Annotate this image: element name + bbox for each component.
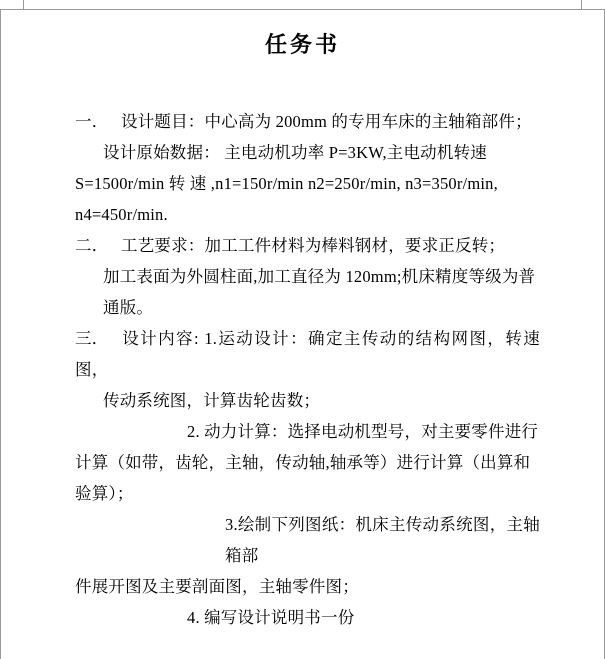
section-2-text-1: 工艺要求：加工工件材料为棒料钢材，要求正反转； bbox=[121, 236, 506, 255]
page-frame-top-right bbox=[581, 0, 605, 10]
section-3-text-1: 设计内容: 1.运动设计：确定主传动的结构网图，转速图， bbox=[75, 329, 540, 379]
section-1-number: 一． bbox=[75, 112, 109, 131]
section-3-line-7: 件展开图及主要剖面图，主轴零件图； bbox=[75, 577, 359, 596]
page-frame-left-edge bbox=[0, 10, 1, 659]
section-1-line-1 bbox=[75, 106, 540, 137]
section-2-line-1 bbox=[75, 230, 540, 261]
section-2-number: 二． bbox=[75, 236, 109, 255]
section-1-text-1: 设计题目：中心高为 200mm 的专用车床的主轴箱部件； bbox=[121, 112, 532, 131]
section-1-line-3: S=1500r/min 转 速 ,n1=150r/min n2=250r/min, n3=350r/min, bbox=[75, 174, 498, 193]
section-2-line-2: 加工表面为外圆柱面,加工直径为 120mm;机床精度等级为普 bbox=[103, 267, 536, 286]
section-3-line-6: 3.绘制下列图纸：机床主传动系统图，主轴箱部 bbox=[225, 515, 540, 565]
section-3-line-5: 验算）； bbox=[75, 484, 134, 503]
document-body bbox=[75, 106, 540, 633]
section-3-line-3: 2. 动力计算：选择电动机型号，对主要零件进行 bbox=[187, 422, 539, 441]
section-3-line-2: 传动系统图，计算齿轮齿数； bbox=[103, 391, 321, 410]
section-2-line-3: 通版。 bbox=[103, 298, 154, 317]
page-title: 任务书 bbox=[264, 32, 340, 57]
section-3-line-1 bbox=[75, 323, 540, 385]
section-3-line-4: 计算（如带，齿轮，主轴，传动轴,轴承等）进行计算（出算和 bbox=[75, 453, 531, 472]
section-1-line-2: 设计原始数据： 主电动机功率 P=3KW,主电动机转速 bbox=[103, 143, 487, 162]
page-frame-top-left bbox=[0, 0, 24, 10]
section-3-line-8: 4. 编写设计说明书一份 bbox=[187, 608, 355, 627]
section-1-line-4: n4=450r/min. bbox=[75, 205, 168, 224]
section-3-number: 三． bbox=[75, 329, 109, 348]
page-frame-top-middle bbox=[24, 0, 581, 10]
